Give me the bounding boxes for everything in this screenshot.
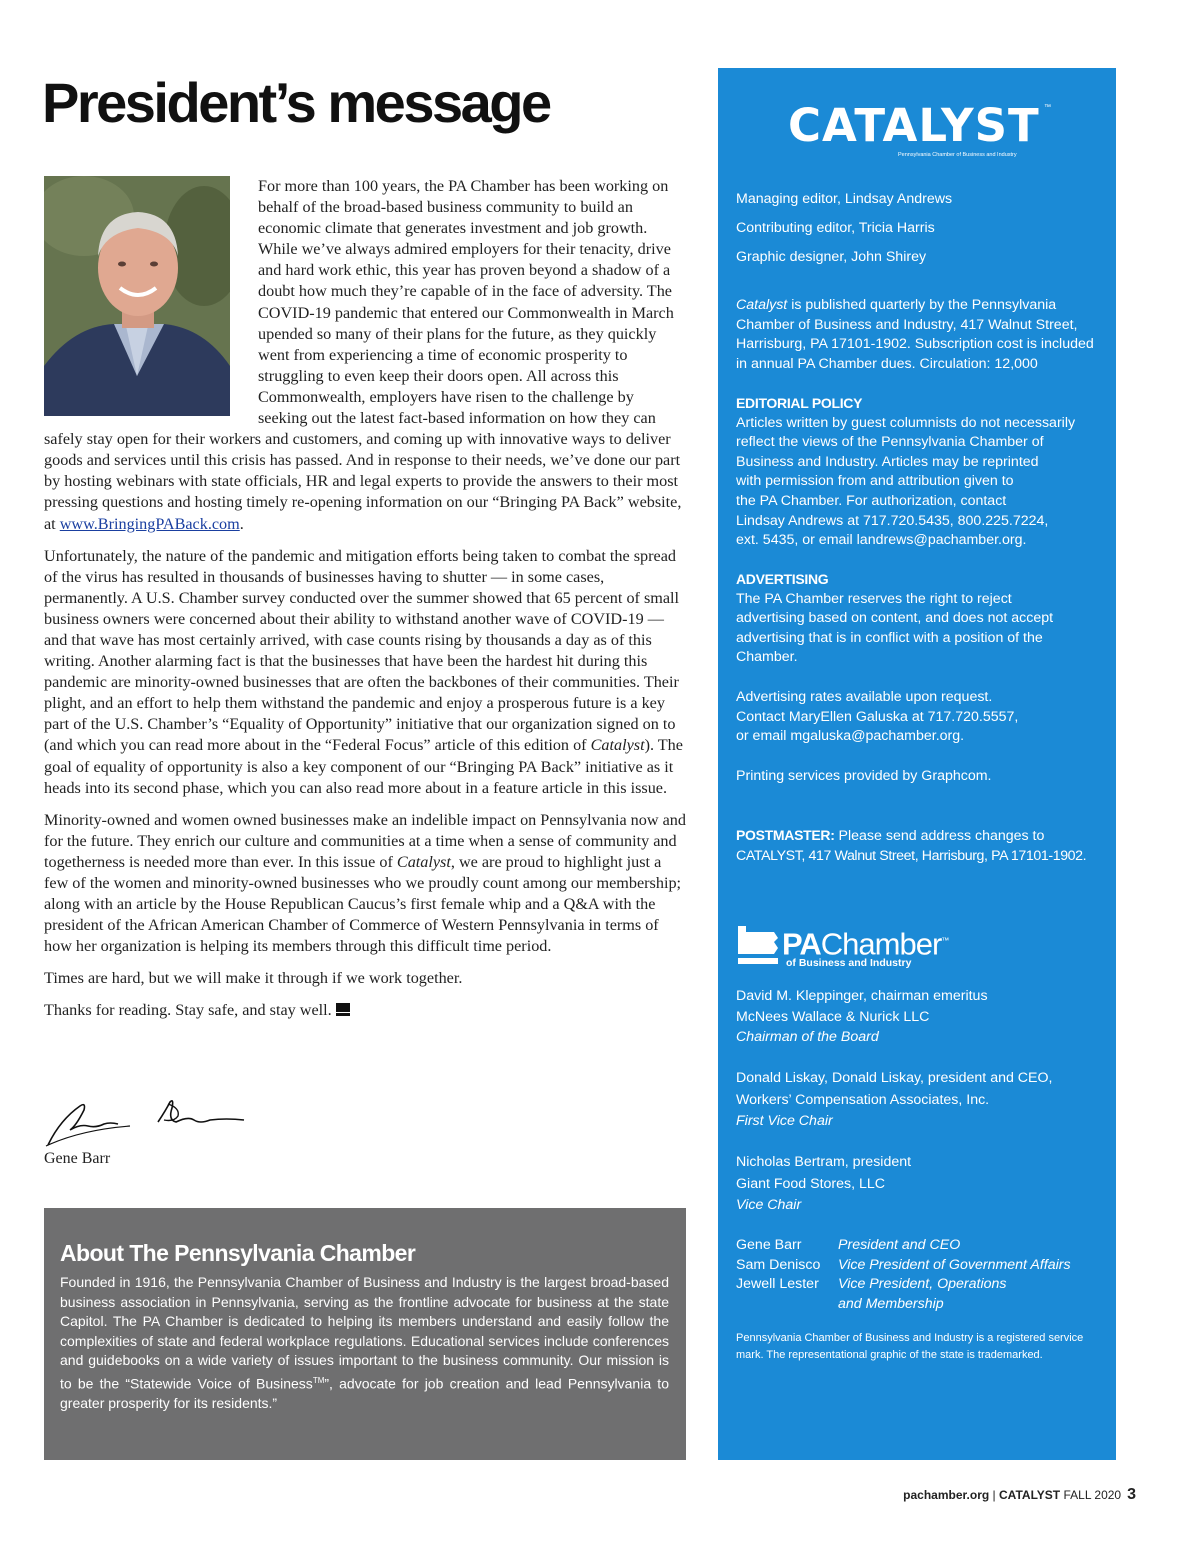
advertising-rates: Advertising rates available upon request. Contact MaryEllen Galuska at 717.720.5557, or email mgaluska@pachamber.org. xyxy=(736,689,1019,745)
publication-info: Catalyst is published quarterly by the Pennsylvania Chamber of Business and Industry, 417 Walnut Street, Harrisburg, PA 17101-1902. Subscription cost is included in annual PA Chamber dues. Circulation: 12,000 xyxy=(736,297,1094,372)
advertising-heading: ADVERTISING xyxy=(736,571,829,587)
article-paragraph-2: Unfortunately, the nature of the pandemic and mitigation efforts being taken to combat the spread of the virus has resulted in thousands of businesses having to shutter — in some cases, permanently. A U.S. Chamber survey conducted over the summer showed that 65 percent of small business owners were concerned about their ability to withstand another wave of COVID-19 — and that wave has most certainly arrived, with case counts rising by thousands a day as of this writing. Another alarming fact is that the businesses that have been the hardest hit during this pandemic are minority-owned businesses that are often the backbones of their communities. Their plight, and an effort to help them withstand the pandemic and enjoy a prosperous future is a key part of the U.S. Chamber’s “Equality of Opportunity” initiative that our organization signed on to (and which you can read more about in the “Federal Focus” article of this edition of Catalyst). The goal of equality of opportunity is also a key component of our “Bringing PA Back” initiative as it heads into its second phase, which you can also read more about in a feature article in this issue. xyxy=(44,546,683,797)
about-box xyxy=(44,1208,686,1460)
article-paragraph-4: Times are hard, but we will make it through if we work together. xyxy=(44,969,463,988)
advertising-policy: ADVERTISING The PA Chamber reserves the right to reject advertising based on content, and does not accept advertising that is in conflict with a position of the Chamber. xyxy=(736,570,1106,668)
catalyst-logo: CATALYST ™ Pennsylvania Chamber of Business and Industry xyxy=(788,99,1051,158)
article-paragraph-3: Minority-owned and women owned businesses make an indelible impact on Pennsylvania now and for the future. They enrich our culture and communities at a time when a sense of community and togetherness is needed more than ever. In this issue of Catalyst, we are proud to highlight just a few of the women and minority-owned businesses who we proudly count among our membership; along with an article by the House Republican Caucus’s first female whip and a Q&A with the president of the African American Chamber of Commerce of Western Pennsylvania in terms of how her organization is helping its members through this difficult time period. xyxy=(44,810,686,956)
service-mark-note: Pennsylvania Chamber of Business and Industry is a registered service mark. The representational graphic of the state is trademarked. xyxy=(736,1332,1084,1361)
staff-contributing-editor: Contributing editor, Tricia Harris xyxy=(736,220,935,236)
end-mark-icon xyxy=(336,1003,350,1016)
pa-chamber-logo: PAChamber™ of Business and Industry xyxy=(736,924,996,974)
masthead-sidebar xyxy=(718,68,1116,1460)
staff-graphic-designer: Graphic designer, John Shirey xyxy=(736,249,927,265)
signature-name: Gene Barr xyxy=(44,1150,111,1167)
article-paragraph-5: Thanks for reading. Stay safe, and stay well. xyxy=(44,1000,686,1021)
printing-credit: Printing services provided by Graphcom. xyxy=(736,768,992,784)
page-title: President’s message xyxy=(42,71,550,134)
about-body: Founded in 1916, the Pennsylvania Chamber of Business and Industry is the largest broad-based business association in Pennsylvania, serving as the frontline advocate for business at the state Capitol. The PA Chamber is dedicated to helping its members understand and easily follow the complexities of state and federal workplace regulations. Educational services include conferences and guidebooks on a wide variety of issues important to the business community. Our mission is to be the “Statewide Voice of Business™”, advocate for job creation and lead Pennsylvania to greater prosperity for its residents.” xyxy=(60,1274,669,1412)
about-title: About The Pennsylvania Chamber xyxy=(60,1240,416,1266)
editorial-policy-heading: EDITORIAL POLICY xyxy=(736,395,863,411)
article-paragraph-1: For more than 100 years, the PA Chamber has been working on behalf of the broad-based business community to build an economic climate that generates investment and job growth. While we’ve always admired employers for their tenacity, drive and hard work ethic, this year has proven beyond a shadow of a doubt how much they’re capable of in the face of adversity. The COVID-19 pandemic that entered our Commonwealth in March upended so many of their plans for the future, as they quickly went from experiencing a time of economic prosperity to struggling to even keep their doors open. All across this Commonwealth, employers have risen to the challenge by seeking out the latest fact-based information on how they can safely stay open for their workers and customers, and coming up with innovative ways to deliver goods and services until this crisis has passed. And in response to their needs, we’ve done our part by hosting webinars with state officials, HR and legal experts to provide the answers to their most pressing questions and hosting timely re-opening information on our “Bringing PA Back” website, at www.BringingPABack.com. xyxy=(44,177,682,533)
page-number: 3 xyxy=(1127,1486,1136,1503)
bringing-pa-back-link[interactable]: www.BringingPABack.com xyxy=(59,514,240,533)
page-footer: pachamber.org | CATALYST FALL 2020 3 xyxy=(903,1486,1136,1503)
officers-list: Gene Barr President and CEO Sam Denisco Vice President of Government Affairs Jewell Lester Vice President, Operations and Membership xyxy=(736,1237,1071,1312)
article-body xyxy=(44,176,686,1033)
board-member-3: Nicholas Bertram, president Giant Food Stores, LLC Vice Chair xyxy=(736,1154,912,1213)
editorial-policy: EDITORIAL POLICY Articles written by guest columnists do not necessarily reflect the views of the Pennsylvania Chamber of Business and Industry. Articles may be reprinted with permission from and attribution given to the PA Chamber. For authorization, contact Lindsay Andrews at 717.720.5435, 800.225.7224, ext. 5435, or email landrews@pachamber.org. xyxy=(736,394,1106,551)
postmaster-note: POSTMASTER: Please send address changes to CATALYST, 417 Walnut Street, Harrisburg, PA 17101-1902. xyxy=(736,827,1087,864)
staff-managing-editor: Managing editor, Lindsay Andrews xyxy=(736,191,953,207)
board-member-2: Donald Liskay, Donald Liskay, president and CEO, Workers’ Compensation Associates, Inc. First Vice Chair xyxy=(736,1070,1053,1129)
president-portrait xyxy=(44,176,230,416)
board-member-1: David M. Kleppinger, chairman emeritus McNees Wallace & Nurick LLC Chairman of the Board xyxy=(736,988,988,1045)
pennsylvania-state-icon xyxy=(736,924,780,968)
signature-image xyxy=(40,1090,250,1150)
